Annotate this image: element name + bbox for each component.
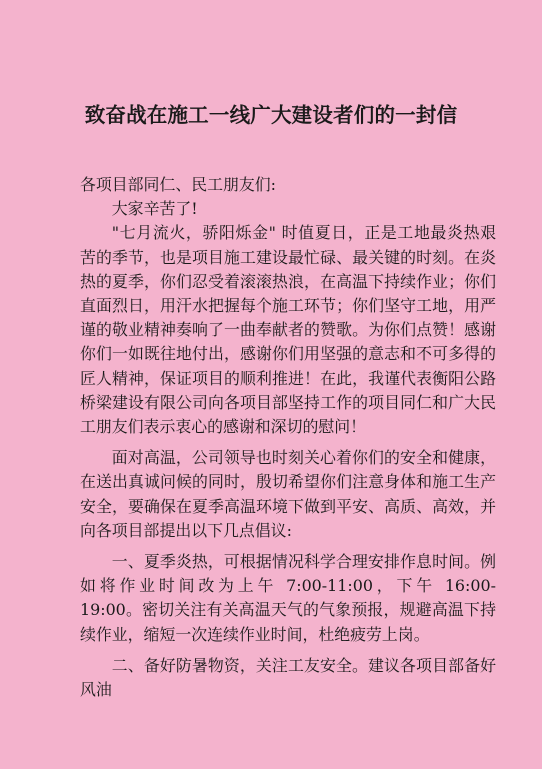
letter-paragraph: 面对高温，公司领导也时刻关心着你们的安全和健康，在送出真诚问候的同时，殷切希望你们注意身体和施工生产安全，要确保在夏季高温环境下做到平安、高质、高效，并向各项目部提出以下几点倡议: (80, 448, 496, 540)
letter-paragraph: 大家辛苦了! (111, 199, 198, 219)
letter-body (80, 173, 496, 702)
letter-greeting: 各项目部同仁、民工朋友们: (80, 175, 277, 194)
letter-paragraph: 一、夏季炎热，可根据情况科学合理安排作息时间。例如将作业时间改为上午 7:00-11:00，下午 16:00-19:00。密切关注有关高温天气的气象预报，规避高温下持续作业，缩短一次连续作业时间，杜绝疲劳上岗。 (80, 552, 496, 644)
letter-paragraph: "七月流火，骄阳烁金" 时值夏日，正是工地最炎热艰苦的季节，也是项目施工建设最忙碌、最关键的时刻。在炎热的夏季，你们忍受着滚滚热浪，在高温下持续作业；你们直面烈日，用汗水把握每个施工环节；你们坚守工地，用严谨的敬业精神奏响了一曲奉献者的赞歌。为你们点赞！感谢你们一如既往地付出，感谢你们用坚强的意志和不可多得的匠人精神，保证项目的顺利推进！在此，我谨代表衡阳公路桥梁建设有限公司向各项目部坚持工作的项目同仁和广大民工朋友们表示衷心的感谢和深切的慰问！ (80, 223, 496, 437)
letter-title: 致奋战在施工一线广大建设者们的一封信 (84, 103, 458, 127)
letter-paragraph: 二、备好防暑物资，关注工友安全。建议各项目部备好风油 (80, 655, 496, 700)
